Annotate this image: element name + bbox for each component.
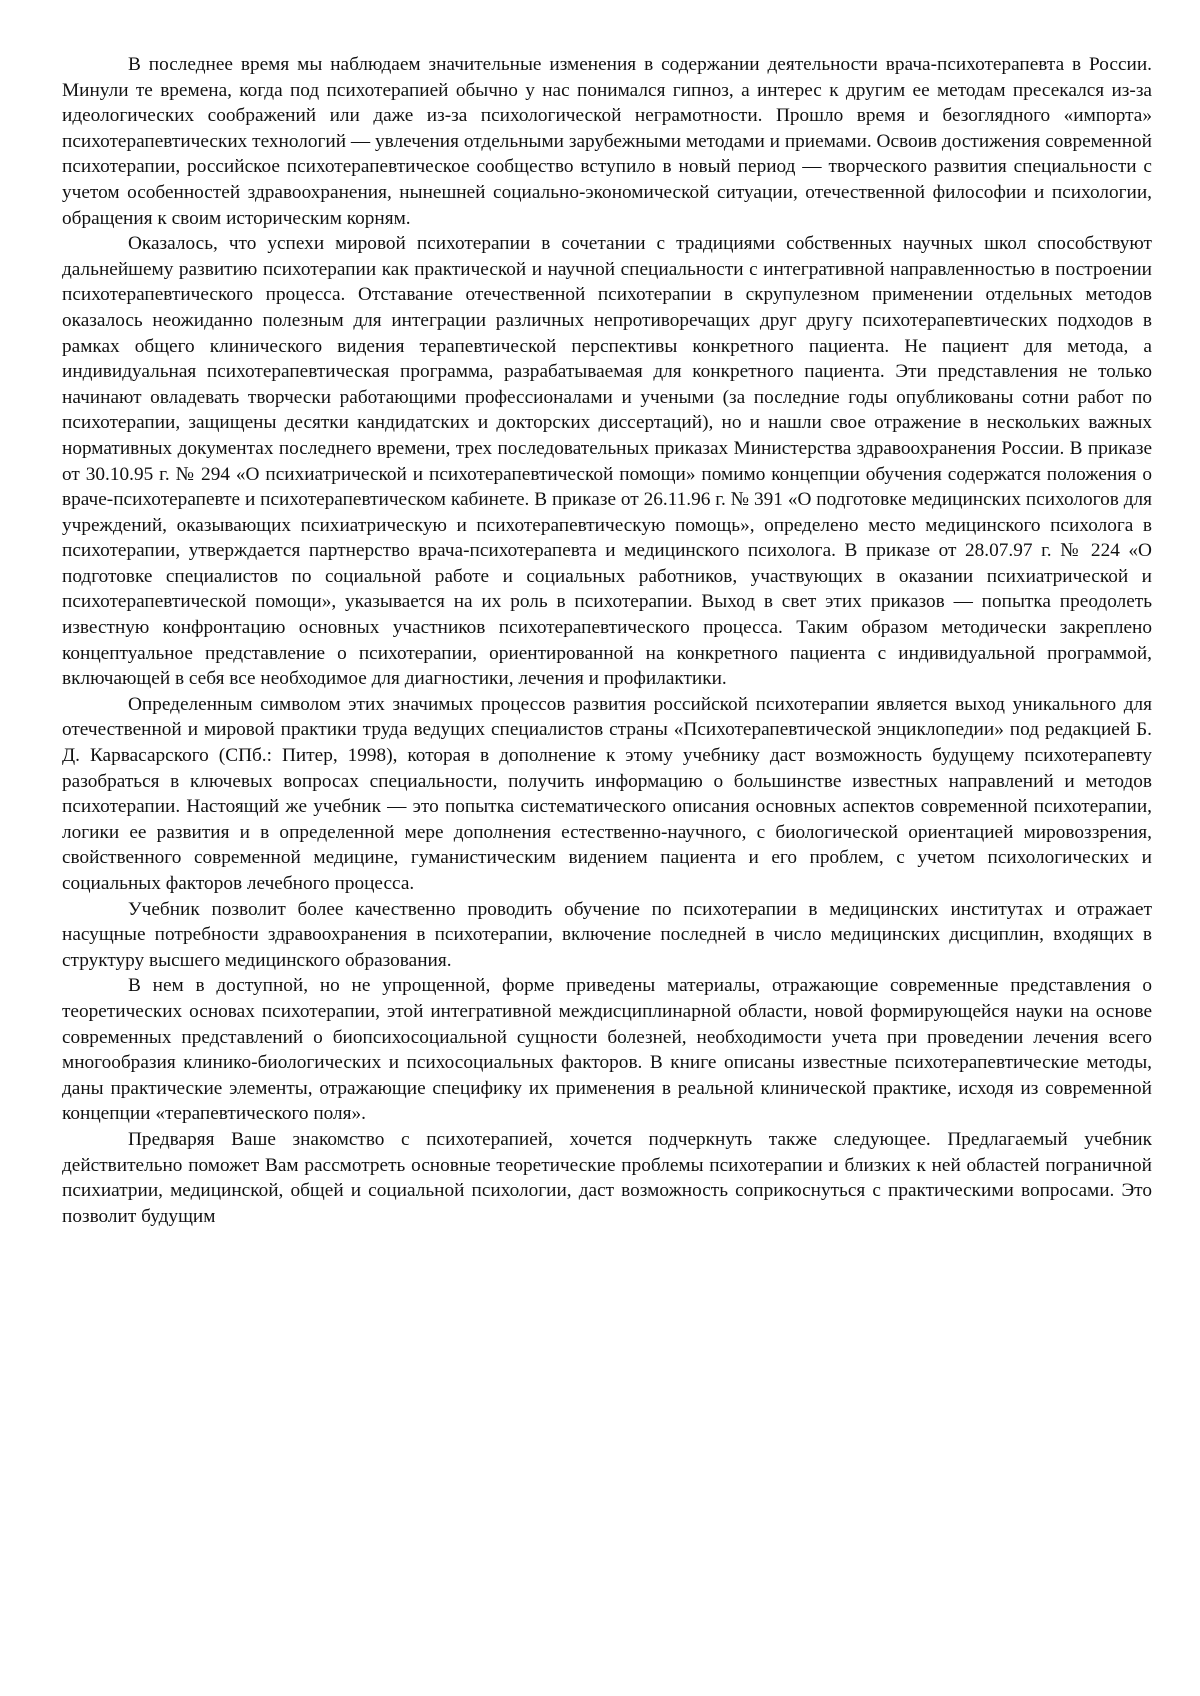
document-page: [62, 52, 1152, 1229]
paragraph-2: Оказалось, что успехи мировой психотерапии в сочетании с традициями собственных научных школ способствуют дальнейшему развитию психотерапии как практической и научной специальности с интегративной направленностью в построении психотерапевтического процесса. Отставание отечественной психотерапии в скрупулезном применении отдельных методов оказалось неожиданно полезным для интеграции различных непротиворечащих друг другу психотерапевтических подходов в рамках общего клинического видения терапевтической перспективы конкретного пациента. Не пациент для метода, а индивидуальная психотерапевтическая программа, разрабатываемая для конкретного пациента. Эти представления не только начинают овладевать творчески работающими профессионалами и учеными (за последние годы опубликованы сотни работ по психотерапии, защищены десятки кандидатских и докторских диссертаций), но и нашли свое отражение в нескольких важных нормативных документах последнего времени, трех последовательных приказах Министерства здравоохранения России. В приказе от 30.10.95 г. № 294 «О психиатрической и психотерапевтической помощи» помимо концепции обучения содержатся положения о враче-психотерапевте и психотерапевтическом кабинете. В приказе от 26.11.96 г. № 391 «О подготовке медицинских психологов для учреждений, оказывающих психиатрическую и психотерапевтическую помощь», определено место медицинского психолога в психотерапии, утверждается партнерство врача-психотерапевта и медицинского психолога. В приказе от 28.07.97 г. № 224 «О подготовке специалистов по социальной работе и социальных работников, участвующих в оказании психиатрической и психотерапевтической помощи», указывается на их роль в психотерапии. Выход в свет этих приказов — попытка преодолеть известную конфронтацию основных участников психотерапевтического процесса. Таким образом методически закреплено концептуальное представление о психотерапии, ориентированной на конкретного пациента с индивидуальной программой, включающей в себя все необходимое для диагностики, лечения и профилактики.: [62, 233, 1152, 690]
paragraph-1: В последнее время мы наблюдаем значительные изменения в содержании деятельности врача-психотерапевта в России. Минули те времена, когда под психотерапией обычно у нас понимался гипноз, а интерес к другим ее методам пресекался из-за идеологических соображений или даже из-за психологической неграмотности. Прошло время и безоглядного «импорта» психотерапевтических технологий — увлечения отдельными зарубежными методами и приемами. Освоив достижения современной психотерапии, российское психотерапевтическое сообщество вступило в новый период — творческого развития специальности с учетом особенностей здравоохранения, нынешней социально-экономической ситуации, отечественной философии и психологии, обращения к своим историческим корням.: [62, 54, 1152, 229]
paragraph-4: Учебник позволит более качественно проводить обучение по психотерапии в медицинских институтах и отражает насущные потребности здравоохранения в психотерапии, включение последней в число медицинских дисциплин, входящих в структуру высшего медицинского образования.: [62, 898, 1152, 971]
paragraph-6: Предваряя Ваше знакомство с психотерапией, хочется подчеркнуть также следующее. Предлагаемый учебник действительно поможет Вам рассмотреть основные теоретические проблемы психотерапии и близких к ней областей пограничной психиатрии, медицинской, общей и социальной психологии, даст возможность соприкоснуться с практическими вопросами. Это позволит будущим: [62, 1128, 1152, 1227]
paragraph-5: В нем в доступной, но не упрощенной, форме приведены материалы, отражающие современные представления о теоретических основах психотерапии, этой интегративной междисциплинарной области, новой формирующейся науки на основе современных представлений о биопсихосоциальной сущности болезней, необходимости учета при проведении лечения всего многообразия клинико-биологических и психосоциальных факторов. В книге описаны известные психотерапевтические методы, даны практические элементы, отражающие специфику их применения в реальной клинической практике, исходя из современной концепции «терапевтического поля».: [62, 975, 1152, 1125]
paragraph-3: Определенным символом этих значимых процессов развития российской психотерапии является выход уникального для отечественной и мировой практики труда ведущих специалистов страны «Психотерапевтической энциклопедии» под редакцией Б. Д. Карвасарского (СПб.: Питер, 1998), которая в дополнение к этому учебнику даст возможность будущему психотерапевту разобраться в ключевых вопросах специальности, получить информацию о большинстве известных направлений и методов психотерапии. Настоящий же учебник — это попытка систематического описания основных аспектов современной психотерапии, логики ее развития и в определенной мере дополнения естественно-научного, с биологической ориентацией мировоззрения, свойственного современной медицине, гуманистическим видением пациента и его проблем, с учетом психологических и социальных факторов лечебного процесса.: [62, 693, 1152, 894]
